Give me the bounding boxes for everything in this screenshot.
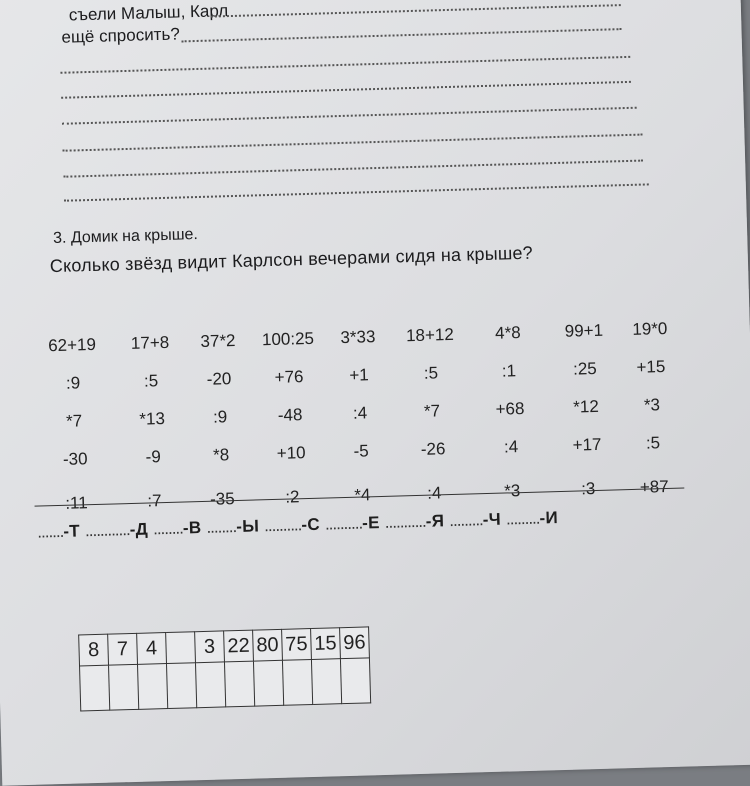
task-title: 3. Домик на крыше.	[52, 226, 199, 248]
chain-start-expression: 17+8	[130, 332, 170, 353]
chain-start-expression: 4*8	[494, 323, 521, 343]
chain-operation: :9	[65, 373, 81, 393]
answer-cell: 3	[195, 631, 225, 663]
chain-operation: -48	[277, 405, 303, 425]
chain-operation: +87	[639, 476, 669, 497]
chain-operation: *13	[139, 409, 166, 429]
writing-line-4[interactable]	[61, 81, 631, 99]
letter-input-cell[interactable]	[340, 658, 370, 704]
letter-input-cell[interactable]	[166, 663, 196, 709]
answer-cell: 7	[108, 633, 138, 665]
answer-cell	[166, 632, 196, 664]
chain-operation: :11	[65, 493, 88, 513]
letter-Ya: -Я	[425, 511, 445, 531]
letter-input-cell[interactable]	[311, 659, 341, 705]
top-text-line2: ещё спросить?	[61, 24, 181, 47]
writing-line-7[interactable]	[63, 160, 643, 178]
answer-cell: 22	[224, 630, 254, 662]
chain-operation: :9	[212, 407, 228, 427]
letter-I: -И	[539, 508, 559, 528]
chain-start-expression: 37*2	[200, 331, 236, 351]
answer-cell: 15	[311, 628, 341, 660]
answer-cell: 4	[137, 633, 167, 665]
letter-V: -В	[182, 518, 202, 538]
chain-operation: +15	[636, 357, 666, 377]
chain-operation: -5	[353, 441, 369, 461]
chain-operation: *3	[643, 395, 661, 415]
chain-operation: *3	[503, 481, 521, 501]
letter-T: -Т	[63, 521, 81, 541]
chain-operation: :5	[143, 371, 159, 391]
letter-input-cell[interactable]	[195, 662, 225, 708]
answer-cell: 80	[253, 629, 283, 661]
chain-operation: *7	[65, 411, 83, 431]
letter-input-cell[interactable]	[109, 664, 139, 710]
chain-operation: :5	[645, 433, 661, 453]
chain-operation: :1	[501, 361, 517, 381]
writing-line-5[interactable]	[62, 107, 637, 125]
chain-operation: *4	[354, 485, 371, 505]
chain-operation: -26	[420, 439, 446, 459]
letter-sequence: .......-Т ............-Д ........-В ........-Ы ..........-С ..........-Е ...........-Я .........-Ч .........-И	[37, 508, 559, 542]
chain-operation: *8	[212, 445, 230, 465]
writing-line-2[interactable]	[182, 28, 622, 42]
chain-operation: -9	[145, 447, 162, 467]
chain-start-expression: 18+12	[405, 324, 455, 346]
answer-cell: 75	[282, 629, 312, 661]
chain-operation: *7	[423, 401, 441, 421]
chain-operation: +68	[495, 398, 525, 419]
chain-operation: +10	[276, 443, 306, 463]
letter-Y: -Ы	[235, 516, 260, 537]
letter-input-cell[interactable]	[282, 660, 312, 706]
writing-line-8[interactable]	[64, 183, 649, 201]
letter-input-cell[interactable]	[80, 665, 110, 711]
chain-operation: :4	[503, 437, 519, 457]
chain-operation: *12	[572, 396, 600, 417]
chain-start-expression: 62+19	[47, 334, 97, 356]
writing-line-6[interactable]	[63, 134, 643, 152]
chain-operation: +1	[349, 365, 369, 385]
chain-operation: -35	[209, 489, 235, 509]
chain-start-expression: 99+1	[564, 320, 604, 341]
task-question: Сколько звёзд видит Карлсон вечерами сидя на крыше?	[49, 242, 534, 277]
chain-operation: :2	[285, 487, 300, 507]
chain-operation: -30	[62, 449, 88, 469]
writing-line-1[interactable]	[211, 4, 621, 17]
writing-line-3[interactable]	[60, 56, 630, 74]
chain-operation: :4	[352, 403, 368, 423]
chain-operation: :5	[423, 363, 439, 383]
letter-input-cell[interactable]	[138, 664, 168, 710]
letter-D: -Д	[129, 519, 149, 540]
chain-operation: :3	[580, 479, 596, 499]
chain-operation: :4	[426, 483, 442, 503]
chain-operation: +76	[274, 367, 304, 387]
letter-input-cell[interactable]	[253, 660, 283, 706]
chain-operation: -20	[206, 369, 232, 389]
answer-cell: 8	[79, 634, 109, 666]
chain-start-expression: 3*33	[340, 327, 376, 348]
answer-cell: 96	[340, 627, 370, 659]
answer-table-letters-row	[80, 658, 371, 711]
chain-operation: +17	[572, 434, 602, 455]
top-text-line1: съели Малыш, Карл	[68, 1, 229, 25]
letter-input-cell[interactable]	[224, 661, 254, 707]
chain-operation: :25	[572, 358, 597, 379]
chain-start-expression: 100:25	[261, 328, 315, 350]
letter-S: -С	[301, 514, 321, 535]
letter-E: -Е	[361, 513, 381, 533]
chain-start-expression: 19*0	[632, 318, 668, 339]
answer-table	[78, 626, 371, 711]
chain-operation: :7	[147, 491, 162, 511]
letter-Ch: -Ч	[482, 509, 502, 530]
